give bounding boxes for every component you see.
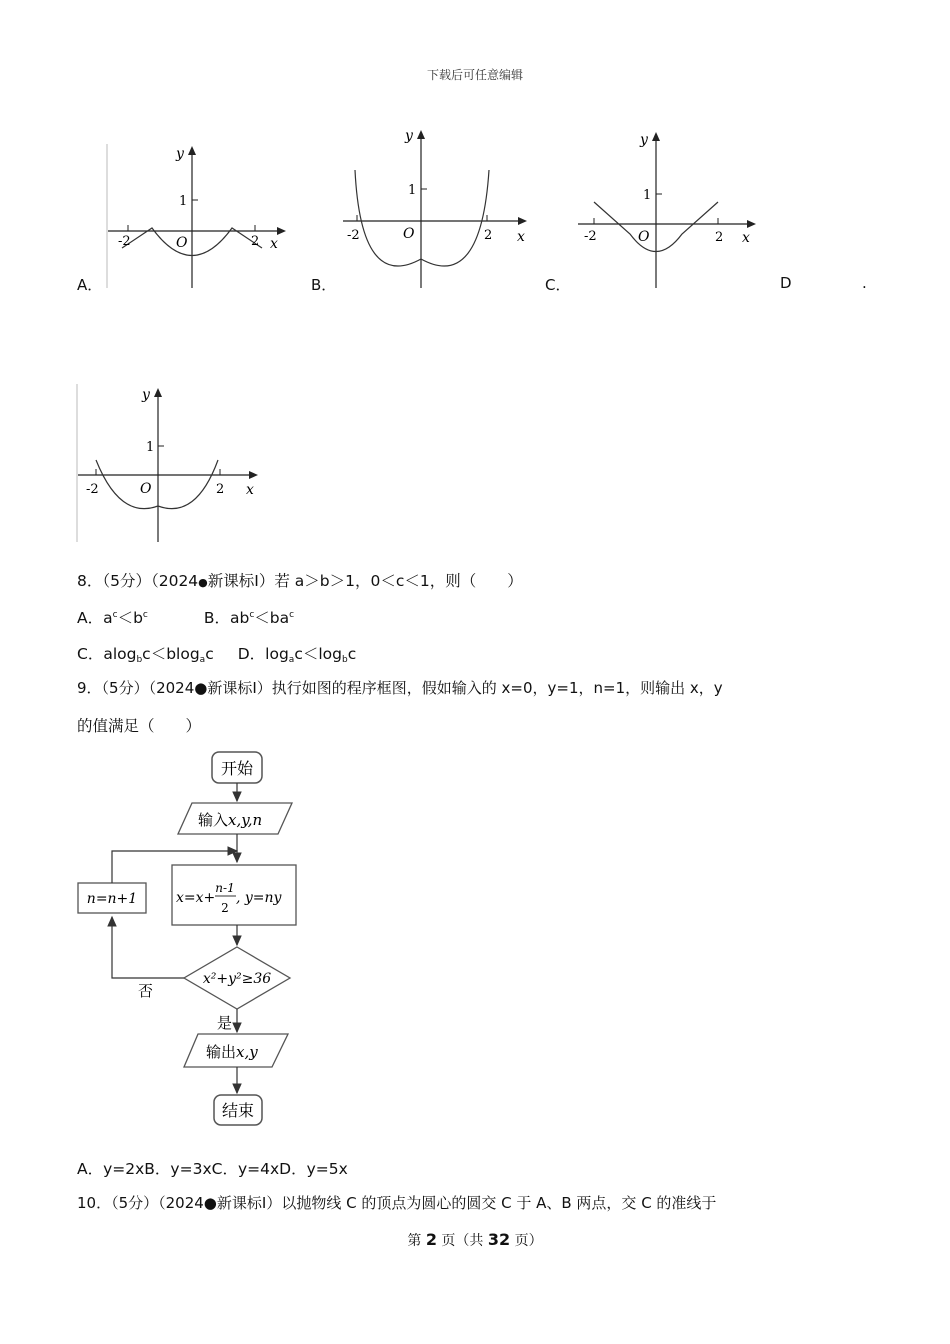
graph-option-d-label: D bbox=[780, 274, 792, 292]
tick-pos2-label: 2 bbox=[715, 230, 724, 245]
page-footer: 第 2 页（共 32 页） bbox=[407, 1230, 543, 1249]
flow-process-right: , y=ny bbox=[236, 890, 282, 906]
page-header: 下载后可任意编辑 bbox=[426, 68, 523, 82]
q8-option-c: C．alog$_b$c＜blog$_a$c bbox=[77, 645, 214, 665]
q8-option-b: B．$ab^c<ba^c$ bbox=[203, 609, 295, 627]
q9-answers: A．y=2xB．y=3xC．y=4xD．y=5x bbox=[77, 1160, 348, 1178]
flow-frac-den: 2 bbox=[221, 901, 229, 915]
y-label: y bbox=[405, 128, 413, 144]
q8-options-cd bbox=[77, 642, 356, 665]
tick-1-label: 1 bbox=[179, 194, 188, 209]
curve-d bbox=[96, 460, 218, 509]
x-label: x bbox=[742, 230, 750, 246]
y-axis-arrow bbox=[154, 388, 162, 397]
flowchart bbox=[70, 745, 330, 1135]
x-axis-arrow bbox=[518, 217, 527, 225]
x-axis-arrow bbox=[747, 220, 756, 228]
q8-option-a: A．$a^c<b^c$ bbox=[77, 609, 148, 627]
q8-stem: 8．（5分）（2024●新课标Ⅰ）若 a＞b＞1，0＜c＜1，则（ ） bbox=[77, 572, 523, 590]
graph-c bbox=[570, 124, 770, 290]
y-label: y bbox=[142, 387, 150, 403]
graph-b bbox=[335, 122, 535, 290]
page-number: 2 bbox=[425, 1230, 437, 1249]
y-label: y bbox=[640, 132, 648, 148]
flow-end-label: 结束 bbox=[221, 1101, 255, 1120]
q9-stem-line2: 的值满足（ ） bbox=[77, 717, 202, 735]
graph-a bbox=[100, 138, 290, 290]
flow-input-label: 输入x,y,n bbox=[198, 811, 263, 829]
q8-options-ab bbox=[77, 606, 294, 628]
flow-no-label: 否 bbox=[138, 982, 154, 1000]
x-axis-arrow bbox=[249, 471, 258, 479]
tick-neg2-label: -2 bbox=[584, 229, 597, 244]
tick-neg2-label: -2 bbox=[118, 234, 131, 249]
tick-1-label: 1 bbox=[146, 440, 155, 455]
origin-label: O bbox=[403, 226, 415, 242]
y-label: y bbox=[176, 146, 184, 162]
flow-loop-arrow bbox=[112, 917, 184, 978]
x-label: x bbox=[517, 229, 525, 245]
flow-increment: n=n+1 bbox=[86, 891, 138, 907]
origin-label: O bbox=[140, 481, 152, 497]
x-label: x bbox=[246, 482, 254, 498]
y-axis-arrow bbox=[417, 130, 425, 139]
q9-stem-line1: 9．（5分）（2024●新课标Ⅰ）执行如图的程序框图，假如输入的 x=0，y=1，n=1，则输出 x，y bbox=[77, 679, 723, 697]
tick-neg2-label: -2 bbox=[86, 482, 99, 497]
curve-b bbox=[355, 170, 489, 266]
origin-label: O bbox=[638, 229, 650, 245]
graph-option-b-label: B． bbox=[311, 276, 337, 294]
page-total: 32 bbox=[487, 1230, 511, 1249]
tick-1-label: 1 bbox=[643, 188, 652, 203]
graph-option-c-label: C． bbox=[545, 276, 571, 294]
tick-neg2-label: -2 bbox=[347, 228, 360, 243]
flow-yes-label: 是 bbox=[217, 1014, 233, 1032]
x-axis-arrow bbox=[277, 227, 286, 235]
flow-condition: x²+y²≥36 bbox=[202, 971, 272, 987]
graph-option-a-label: A． bbox=[77, 276, 103, 294]
tick-pos2-label: 2 bbox=[216, 482, 225, 497]
x-label: x bbox=[270, 236, 278, 252]
y-axis-arrow bbox=[188, 146, 196, 155]
flow-frac-num: n-1 bbox=[215, 881, 235, 895]
q8-option-d: D．$\log_ac<\log_bc$ bbox=[237, 645, 357, 665]
graph-d bbox=[70, 380, 270, 546]
flow-process-left: x=x+ bbox=[176, 890, 216, 906]
tick-1-label: 1 bbox=[408, 183, 417, 198]
tick-pos2-label: 2 bbox=[251, 234, 260, 249]
q10-stem-line1: 10．（5分）（2024●新课标Ⅰ）以抛物线 C 的顶点为圆心的圆交 C 于 A、B 两点，交 C 的准线于 bbox=[77, 1194, 717, 1212]
flow-start-label: 开始 bbox=[220, 759, 254, 778]
graph-option-d-dot: . bbox=[862, 274, 867, 292]
tick-pos2-label: 2 bbox=[484, 228, 493, 243]
y-axis-arrow bbox=[652, 132, 660, 141]
flow-output-label: 输出x,y bbox=[206, 1043, 258, 1061]
origin-label: O bbox=[176, 235, 188, 251]
